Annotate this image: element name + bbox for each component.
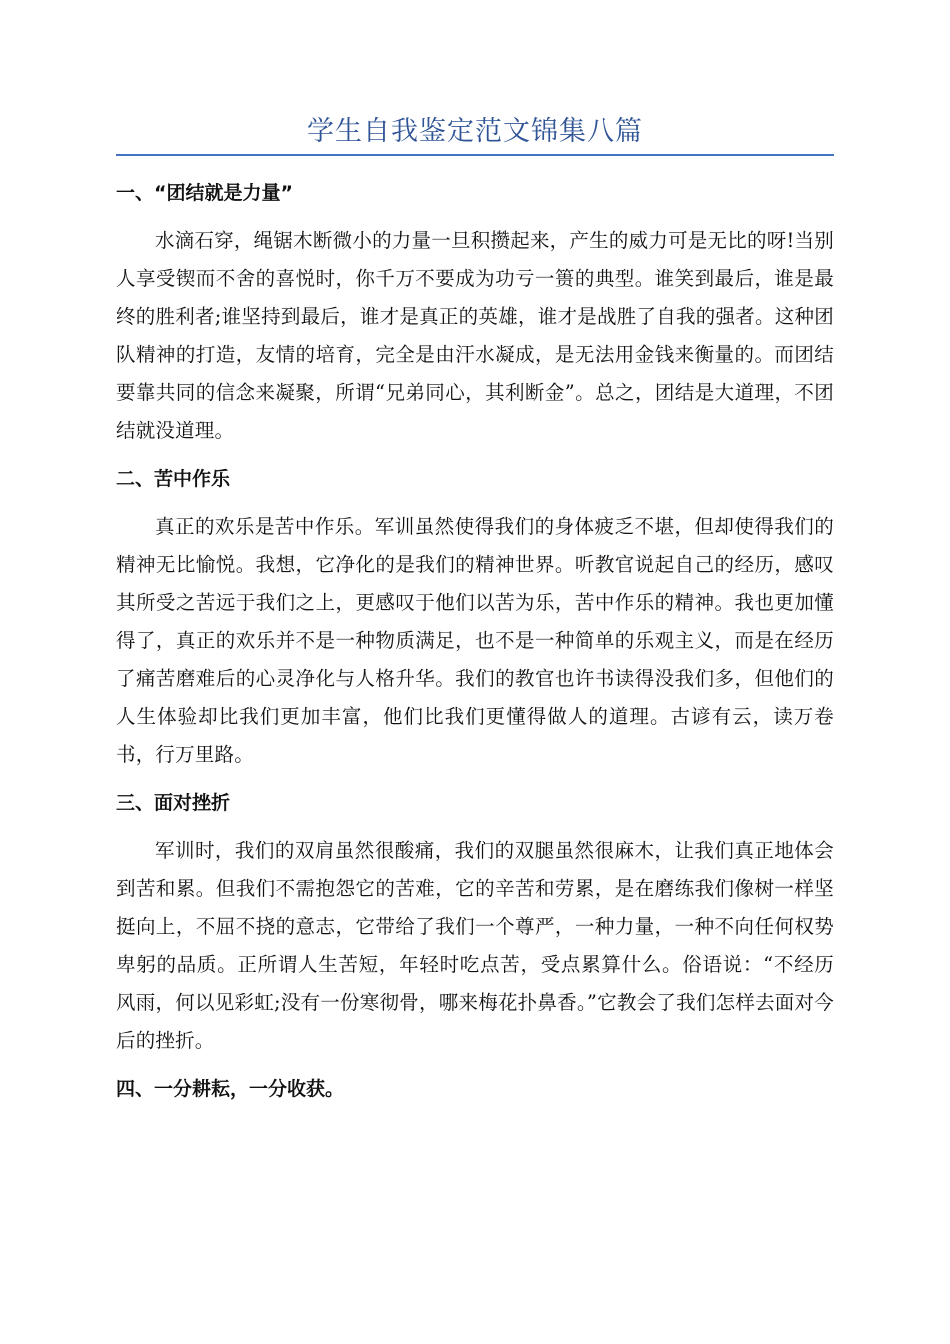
- section-2: [116, 460, 834, 774]
- title-underline: [116, 154, 834, 156]
- section-3: [116, 784, 834, 1060]
- section-heading: 一、“团结就是力量”: [116, 182, 293, 204]
- section-1: [116, 174, 834, 450]
- section-heading: 二、苦中作乐: [116, 468, 231, 490]
- section-heading: 三、面对挫折: [116, 792, 231, 814]
- section-4: [116, 1070, 834, 1108]
- section-paragraph: 军训时，我们的双肩虽然很酸痛，我们的双腿虽然很麻木，让我们真正地体会到苦和累。但我们不需抱怨它的苦难，它的辛苦和劳累，是在磨练我们像树一样坚挺向上，不屈不挠的意志，它带给了我们一个尊严，一种力量，一种不向任何权势卑躬的品质。正所谓人生苦短，年轻时吃点苦，受点累算什么。俗语说：“不经历风雨，何以见彩虹;没有一份寒彻骨，哪来梅花扑鼻香。”它教会了我们怎样去面对今后的挫折。: [116, 839, 834, 1052]
- section-paragraph: 真正的欢乐是苦中作乐。军训虽然使得我们的身体疲乏不堪，但却使得我们的精神无比愉悦。我想，它净化的是我们的精神世界。听教官说起自己的经历，感叹其所受之苦远于我们之上，更感叹于他们以苦为乐，苦中作乐的精神。我也更加懂得了，真正的欢乐并不是一种物质满足，也不是一种简单的乐观主义，而是在经历了痛苦磨难后的心灵净化与人格升华。我们的教官也许书读得没我们多，但他们的人生体验却比我们更加丰富，他们比我们更懂得做人的道理。古谚有云，读万卷书，行万里路。: [116, 515, 834, 766]
- document-title: 学生自我鉴定范文锦集八篇: [307, 116, 643, 147]
- section-heading: 四、一分耕耘，一分收获。: [116, 1078, 345, 1100]
- section-paragraph: 水滴石穿，绳锯木断微小的力量一旦积攒起来，产生的威力可是无比的呀!当别人享受锲而不舍的喜悦时，你千万不要成为功亏一篑的典型。谁笑到最后，谁是最终的胜利者;谁坚持到最后，谁才是真正的英雄，谁才是战胜了自我的强者。这种团队精神的打造，友情的培育，完全是由汗水凝成，是无法用金钱来衡量的。而团结要靠共同的信念来凝聚，所谓“兄弟同心，其利断金”。总之，团结是大道理，不团结就没道理。: [116, 229, 834, 442]
- document-page: [116, 112, 834, 1118]
